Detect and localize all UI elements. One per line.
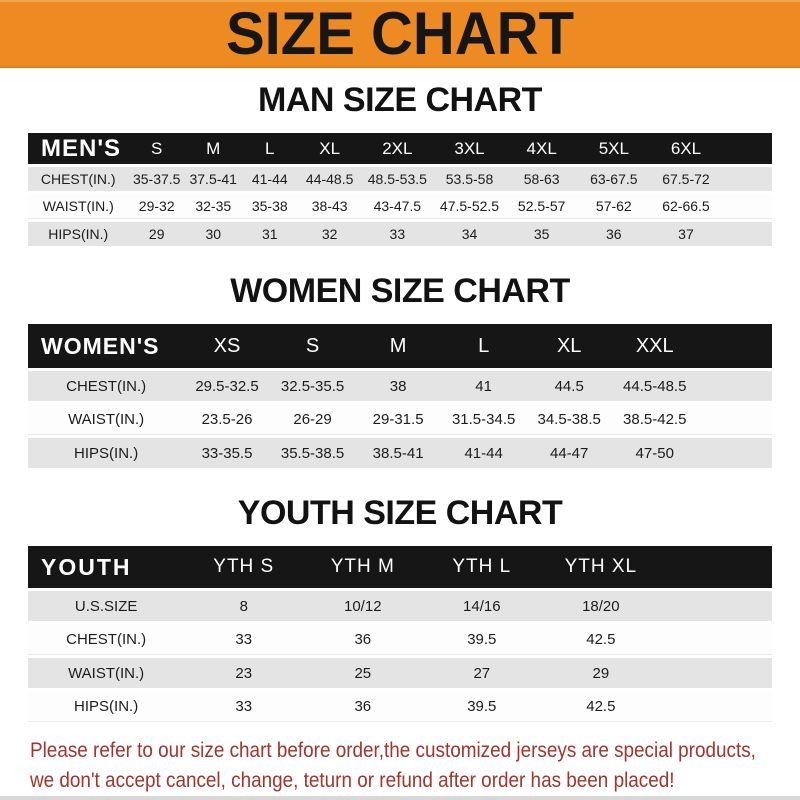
measure-row <box>28 691 772 722</box>
column-header: XS <box>213 334 241 357</box>
size-cell: 25 <box>354 664 372 682</box>
size-cell: 18/20 <box>582 597 620 615</box>
row-spacer <box>660 591 772 621</box>
size-cell: 41-44 <box>464 444 503 462</box>
row-spacer <box>660 624 772 655</box>
section-title-women: WOMEN SIZE CHART <box>230 272 570 310</box>
size-cell: 44-47 <box>550 444 589 462</box>
size-cell: 35-37.5 <box>132 171 181 187</box>
column-header: M <box>206 138 221 158</box>
size-cell: 32-35 <box>185 194 242 219</box>
size-cell: 44.5 <box>554 377 584 395</box>
header-spacer <box>722 133 772 164</box>
size-cell: 29.5-32.5 <box>195 377 259 395</box>
size-cell: 29-31.5 <box>355 404 441 435</box>
order-note <box>0 737 800 795</box>
size-cell: 57-62 <box>578 194 650 219</box>
size-table-men <box>28 130 772 249</box>
column-header: YTH S <box>213 556 275 577</box>
size-cell: 67.5-72 <box>662 171 710 187</box>
column-header: 4XL <box>526 138 557 158</box>
header-row <box>28 324 772 368</box>
column-header: 5XL <box>598 138 629 158</box>
size-cell: 41-44 <box>251 171 288 187</box>
banner-title: SIZE CHART <box>226 0 574 68</box>
measure-row <box>28 167 772 191</box>
row-label: WAIST(IN.) <box>28 194 128 219</box>
column-header: XL <box>319 138 341 158</box>
size-cell: 41 <box>475 377 492 395</box>
measure-row <box>28 404 772 435</box>
size-cell: 48.5-53.5 <box>367 171 427 187</box>
size-cell: 23.5-26 <box>184 404 270 435</box>
size-cell: 42.5 <box>541 691 660 722</box>
size-table-youth <box>28 543 772 725</box>
row-label: HIPS(IN.) <box>74 444 139 462</box>
row-label: U.S.SIZE <box>74 597 138 615</box>
row-spacer <box>660 658 772 688</box>
section-youth <box>0 495 800 725</box>
column-header: YTH L <box>452 556 512 577</box>
size-cell: 44-48.5 <box>305 171 354 187</box>
size-cell: 53.5-58 <box>445 171 494 187</box>
bottom-strip <box>0 796 800 800</box>
size-cell: 14/16 <box>463 597 501 615</box>
size-cell: 33-35.5 <box>201 444 253 462</box>
row-label: CHEST(IN.) <box>40 171 116 187</box>
row-label: HIPS(IN.) <box>28 691 184 722</box>
column-header: YTH XL <box>564 556 638 577</box>
size-cell: 23 <box>235 664 253 682</box>
size-cell: 44.5-48.5 <box>623 377 687 395</box>
header-spacer <box>698 324 772 368</box>
size-cell: 38-43 <box>298 194 361 219</box>
corner-label-men: MEN'S <box>41 134 122 162</box>
column-header: S <box>151 138 163 158</box>
size-table-women <box>28 321 772 471</box>
size-cell: 36 <box>303 624 422 655</box>
measure-row <box>28 194 772 219</box>
size-chart-sections <box>0 82 800 725</box>
size-cell: 37.5-41 <box>189 171 237 187</box>
measure-row <box>28 371 772 401</box>
size-cell: 35 <box>533 226 550 242</box>
column-header: 2XL <box>382 138 413 158</box>
row-spacer <box>722 167 772 191</box>
corner-label-youth: YOUTH <box>41 553 132 580</box>
header-row <box>28 546 772 588</box>
section-women <box>0 273 800 471</box>
row-label: WAIST(IN.) <box>68 664 145 682</box>
size-cell: 29-32 <box>128 194 185 219</box>
size-cell: 31 <box>261 226 278 242</box>
size-cell: 32.5-35.5 <box>280 377 345 395</box>
row-label: CHEST(IN.) <box>66 377 147 395</box>
size-cell: 31.5-34.5 <box>441 404 527 435</box>
measure-row <box>28 438 772 468</box>
size-cell: 10/12 <box>344 597 382 615</box>
row-spacer <box>722 222 772 246</box>
section-title-youth: YOUTH SIZE CHART <box>237 494 563 532</box>
size-cell: 36 <box>606 226 622 242</box>
size-cell: 39.5 <box>422 624 541 655</box>
size-cell: 52.5-57 <box>506 194 578 219</box>
size-cell: 38.5-41 <box>372 444 424 462</box>
size-cell: 58-63 <box>523 171 560 187</box>
note-line-2: we don't accept cancel, change, teturn or refund after order has been placed! <box>30 769 675 792</box>
section-title-men: MAN SIZE CHART <box>258 81 542 119</box>
size-cell: 26-29 <box>270 404 356 435</box>
row-spacer <box>722 194 772 219</box>
row-spacer <box>698 404 772 435</box>
size-cell: 8 <box>239 597 248 615</box>
size-cell: 47.5-52.5 <box>433 194 505 219</box>
size-cell: 34.5-38.5 <box>526 404 612 435</box>
section-men <box>0 82 800 249</box>
size-cell: 32 <box>321 226 338 242</box>
column-header: L <box>265 138 275 158</box>
measure-row <box>28 658 772 688</box>
row-label: HIPS(IN.) <box>48 226 109 242</box>
size-cell: 33 <box>389 226 406 242</box>
size-cell: 42.5 <box>541 624 660 655</box>
measure-row <box>28 222 772 246</box>
size-cell: 63-67.5 <box>590 171 638 187</box>
column-header: M <box>389 334 407 357</box>
size-cell: 35-38 <box>242 194 299 219</box>
size-cell: 34 <box>461 226 478 242</box>
header-row <box>28 133 772 164</box>
measure-row <box>28 591 772 621</box>
size-cell: 35.5-38.5 <box>280 444 345 462</box>
size-cell: 29 <box>592 664 610 682</box>
column-header: XXL <box>635 334 674 357</box>
size-cell: 37 <box>678 226 694 242</box>
column-header: XL <box>556 334 582 357</box>
column-header: 3XL <box>454 138 485 158</box>
size-cell: 38.5-42.5 <box>612 404 698 435</box>
size-cell: 62-66.5 <box>650 194 722 219</box>
size-cell: 29 <box>148 226 165 242</box>
column-header: 6XL <box>670 138 702 158</box>
size-cell: 27 <box>473 664 491 682</box>
row-label: CHEST(IN.) <box>28 624 184 655</box>
size-cell: 39.5 <box>422 691 541 722</box>
row-spacer <box>698 371 772 401</box>
corner-label-women: WOMEN'S <box>41 332 160 359</box>
header-spacer <box>660 546 772 588</box>
measure-row <box>28 624 772 655</box>
size-cell: 36 <box>303 691 422 722</box>
row-spacer <box>660 691 772 722</box>
size-cell: 43-47.5 <box>361 194 433 219</box>
banner <box>0 0 800 68</box>
column-header: YTH M <box>330 556 395 577</box>
note-line-1: Please refer to our size chart before order,the customized jerseys are special products, <box>30 739 756 762</box>
row-label: WAIST(IN.) <box>28 404 184 435</box>
column-header: S <box>305 334 320 357</box>
size-cell: 33 <box>184 691 303 722</box>
column-header: L <box>478 334 490 357</box>
size-cell: 33 <box>184 624 303 655</box>
row-spacer <box>698 438 772 468</box>
size-cell: 38 <box>389 377 407 395</box>
size-cell: 30 <box>205 226 222 242</box>
size-cell: 47-50 <box>635 444 674 462</box>
